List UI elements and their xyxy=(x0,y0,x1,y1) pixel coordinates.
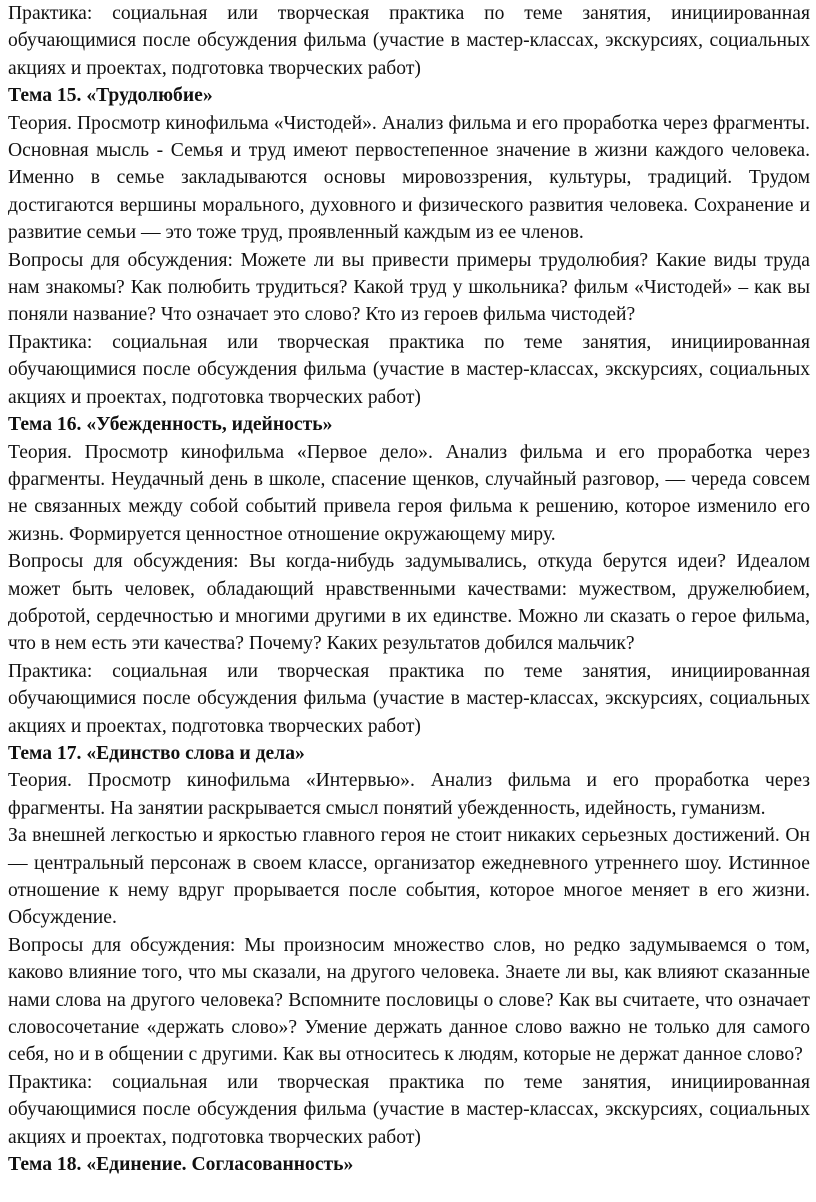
topic-15-heading: Тема 15. «Трудолюбие» xyxy=(8,85,213,107)
practice-paragraph: Практика: социальная или творческая практика по теме занятия, инициированная обучающимися после обсуждения фильма (участие в мастер-классах, экскурсиях, социальных акциях и проектах, подготовка творческих работ) xyxy=(8,331,810,408)
topic-18-heading: Тема 18. «Единение. Согласованность» xyxy=(8,1154,354,1176)
practice-paragraph: Практика: социальная или творческая практика по теме занятия, инициированная обучающимися после обсуждения фильма (участие в мастер-классах, экскурсиях, социальных акциях и проектах, подготовка творческих работ) xyxy=(8,660,810,737)
questions-paragraph: Вопросы для обсуждения: Можете ли вы привести примеры трудолюбия? Какие виды труда нам знакомы? Как полюбить трудиться? Какой труд у школьника? фильм «Чистодей» – как вы поняли название? Что означает это слово? Кто из героев фильма чистодей? xyxy=(8,249,810,326)
practice-paragraph: Практика: социальная или творческая практика по теме занятия, инициированная обучающимися после обсуждения фильма (участие в мастер-классах, экскурсиях, социальных акциях и проектах, подготовка творческих работ) xyxy=(8,3,810,79)
topic-16-heading: Тема 16. «Убежденность, идейность» xyxy=(8,414,333,436)
theory-paragraph: Теория. Просмотр кинофильма «Первое дело». Анализ фильма и его проработка через фрагменты. Неудачный день в школе, спасение щенков, случайный разговор, — череда совсем не связанных между собой событий привела героя фильма к решению, которое изменило его жизнь. Формируется ценностное отношение окружающему миру. xyxy=(8,441,810,545)
questions-paragraph: Вопросы для обсуждения: Вы когда-нибудь задумывались, откуда берутся идеи? Идеалом может быть человек, обладающий нравственными качествами: мужеством, дружелюбием, добротой, сердечностью и многими другими в их единстве. Можно ли сказать о герое фильма, что в нем есть эти качества? Почему? Каких результатов добился мальчик? xyxy=(8,551,810,655)
theory-paragraph: Теория. Просмотр кинофильма «Интервью». Анализ фильма и его проработка через фрагменты. На занятии раскрывается смысл понятий убежденность, идейность, гуманизм. xyxy=(8,770,810,819)
topic-17-heading: Тема 17. «Единство слова и дела» xyxy=(8,742,305,764)
description-paragraph: За внешней легкостью и яркостью главного героя не стоит никаких серьезных достижений. Он — центральный персонаж в своем классе, организатор ежедневного утреннего шоу. Истинное отношение к нему вдруг прорывается после события, которое многое меняет в его жизни. Обсуждение. xyxy=(8,825,810,929)
theory-paragraph: Теория. Просмотр кинофильма «Чистодей». Анализ фильма и его проработка через фрагменты. Основная мысль - Семья и труд имеют первостепенное значение в жизни каждого человека. Именно в семье закладываются основы мировоззрения, культуры, традиций. Трудом достигаются вершины морального, духовного и физического развития человека. Сохранение и развитие семьи — это тоже труд, проявленный каждым из ее членов. xyxy=(8,112,810,244)
practice-paragraph: Практика: социальная или творческая практика по теме занятия, инициированная обучающимися после обсуждения фильма (участие в мастер-классах, экскурсиях, социальных акциях и проектах, подготовка творческих работ) xyxy=(8,1071,810,1148)
questions-paragraph: Вопросы для обсуждения: Мы произносим множество слов, но редко задумываемся о том, каково влияние того, что мы сказали, на другого человека. Знаете ли вы, как влияют сказанные нами слова на другого человека? Вспомните пословицы о слове? Как вы считаете, что означает словосочетание «держать слово»? Умение держать данное слово важно не только для самого себя, но и в общении с другими. Как вы относитесь к людям, которые не держат данное слово? xyxy=(8,934,810,1066)
